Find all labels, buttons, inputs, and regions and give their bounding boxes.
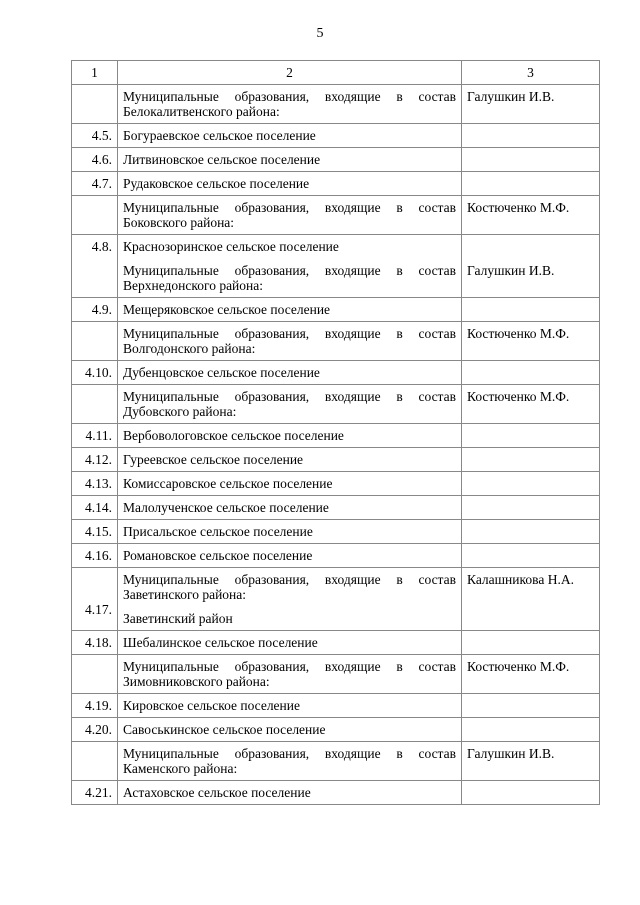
row-responsible <box>462 520 600 544</box>
table-header-row <box>72 61 600 85</box>
row-responsible <box>462 298 600 322</box>
row-text: Шебалинское сельское поселение <box>118 631 462 655</box>
row-responsible <box>462 544 600 568</box>
row-text: Дубенцовское сельское поселение <box>118 361 462 385</box>
row-text: Астаховское сельское поселение <box>118 781 462 805</box>
row-number: 4.19. <box>72 694 118 718</box>
row-subheading: Муниципальные образования, входящие в состав Верхнедонского района: <box>123 263 456 293</box>
row-text: Муниципальные образования, входящие в состав Дубовского района: <box>118 385 462 424</box>
row-text: Муниципальные образования, входящие в состав Зимовниковского района: <box>118 655 462 694</box>
row-responsible: Галушкин И.В. <box>462 85 600 124</box>
row-text: Муниципальные образования, входящие в состав Каменского района: <box>118 742 462 781</box>
table-row <box>72 655 600 694</box>
table-row <box>72 694 600 718</box>
row-text-group <box>118 568 462 631</box>
row-responsible: Костюченко М.Ф. <box>462 655 600 694</box>
row-number <box>72 655 118 694</box>
row-responsible-group <box>462 235 600 298</box>
header-col-1: 1 <box>72 61 118 85</box>
row-number <box>72 385 118 424</box>
row-number: 4.10. <box>72 361 118 385</box>
row-text: Заветинский район <box>123 611 233 626</box>
row-text: Мещеряковское сельское поселение <box>118 298 462 322</box>
row-text: Муниципальные образования, входящие в состав Волгодонского района: <box>118 322 462 361</box>
row-responsible <box>462 124 600 148</box>
table-row <box>72 718 600 742</box>
row-responsible <box>462 361 600 385</box>
table-row <box>72 124 600 148</box>
table-row <box>72 298 600 322</box>
table-row <box>72 631 600 655</box>
row-text: Муниципальные образования, входящие в состав Белокалитвенского района: <box>118 85 462 124</box>
row-number: 4.17. <box>85 602 112 617</box>
row-responsible <box>462 148 600 172</box>
row-number: 4.9. <box>72 298 118 322</box>
row-text: Литвиновское сельское поселение <box>118 148 462 172</box>
table-row <box>72 472 600 496</box>
row-number <box>72 742 118 781</box>
row-number: 4.6. <box>72 148 118 172</box>
table-row <box>72 781 600 805</box>
row-text: Рудаковское сельское поселение <box>118 172 462 196</box>
row-number <box>72 85 118 124</box>
row-text: Комиссаровское сельское поселение <box>118 472 462 496</box>
row-responsible: Калашникова Н.А. <box>462 568 600 631</box>
row-responsible: Костюченко М.Ф. <box>462 385 600 424</box>
row-responsible <box>462 172 600 196</box>
table-row <box>72 361 600 385</box>
row-text: Романовское сельское поселение <box>118 544 462 568</box>
table-row <box>72 544 600 568</box>
row-text-group <box>118 235 462 298</box>
table-row <box>72 172 600 196</box>
row-responsible <box>462 718 600 742</box>
row-responsible <box>462 448 600 472</box>
row-text: Савоськинское сельское поселение <box>118 718 462 742</box>
header-col-2: 2 <box>118 61 462 85</box>
row-responsible <box>462 781 600 805</box>
row-number: 4.16. <box>72 544 118 568</box>
row-text: Гуреевское сельское поселение <box>118 448 462 472</box>
table-row <box>72 742 600 781</box>
table-row <box>72 385 600 424</box>
table-row <box>72 568 600 631</box>
row-number: 4.13. <box>72 472 118 496</box>
table-row <box>72 322 600 361</box>
row-responsible <box>462 496 600 520</box>
table-row <box>72 235 600 298</box>
page-number: 5 <box>316 26 324 41</box>
row-text: Присальское сельское поселение <box>118 520 462 544</box>
row-number: 4.5. <box>72 124 118 148</box>
table-row <box>72 520 600 544</box>
row-responsible <box>462 631 600 655</box>
table-row <box>72 448 600 472</box>
row-text: Вербовологовское сельское поселение <box>118 424 462 448</box>
row-number: 4.18. <box>72 631 118 655</box>
row-responsible <box>462 472 600 496</box>
row-responsible: Костюченко М.Ф. <box>462 322 600 361</box>
row-text: Муниципальные образования, входящие в состав Боковского района: <box>118 196 462 235</box>
row-number: 4.21. <box>72 781 118 805</box>
row-number <box>72 196 118 235</box>
row-number: 4.20. <box>72 718 118 742</box>
table-row <box>72 85 600 124</box>
row-responsible: Костюченко М.Ф. <box>462 196 600 235</box>
row-number <box>72 322 118 361</box>
row-text: Кировское сельское поселение <box>118 694 462 718</box>
row-number: 4.15. <box>72 520 118 544</box>
row-text: Малолученское сельское поселение <box>118 496 462 520</box>
row-number-group <box>72 568 118 631</box>
row-number: 4.12. <box>72 448 118 472</box>
row-number: 4.7. <box>72 172 118 196</box>
table-row <box>72 424 600 448</box>
row-responsible <box>462 424 600 448</box>
row-text: Богураевское сельское поселение <box>118 124 462 148</box>
row-responsible: Галушкин И.В. <box>462 742 600 781</box>
document-table <box>71 60 600 805</box>
row-text: Краснозоринское сельское поселение <box>123 239 339 254</box>
row-responsible <box>462 694 600 718</box>
row-subheading: Муниципальные образования, входящие в состав Заветинского района: <box>123 572 456 602</box>
row-responsible: Галушкин И.В. <box>467 263 555 278</box>
row-number: 4.8. <box>72 235 118 298</box>
table-row <box>72 496 600 520</box>
row-number: 4.14. <box>72 496 118 520</box>
table-row <box>72 148 600 172</box>
table-row <box>72 196 600 235</box>
header-col-3: 3 <box>462 61 600 85</box>
row-number: 4.11. <box>72 424 118 448</box>
